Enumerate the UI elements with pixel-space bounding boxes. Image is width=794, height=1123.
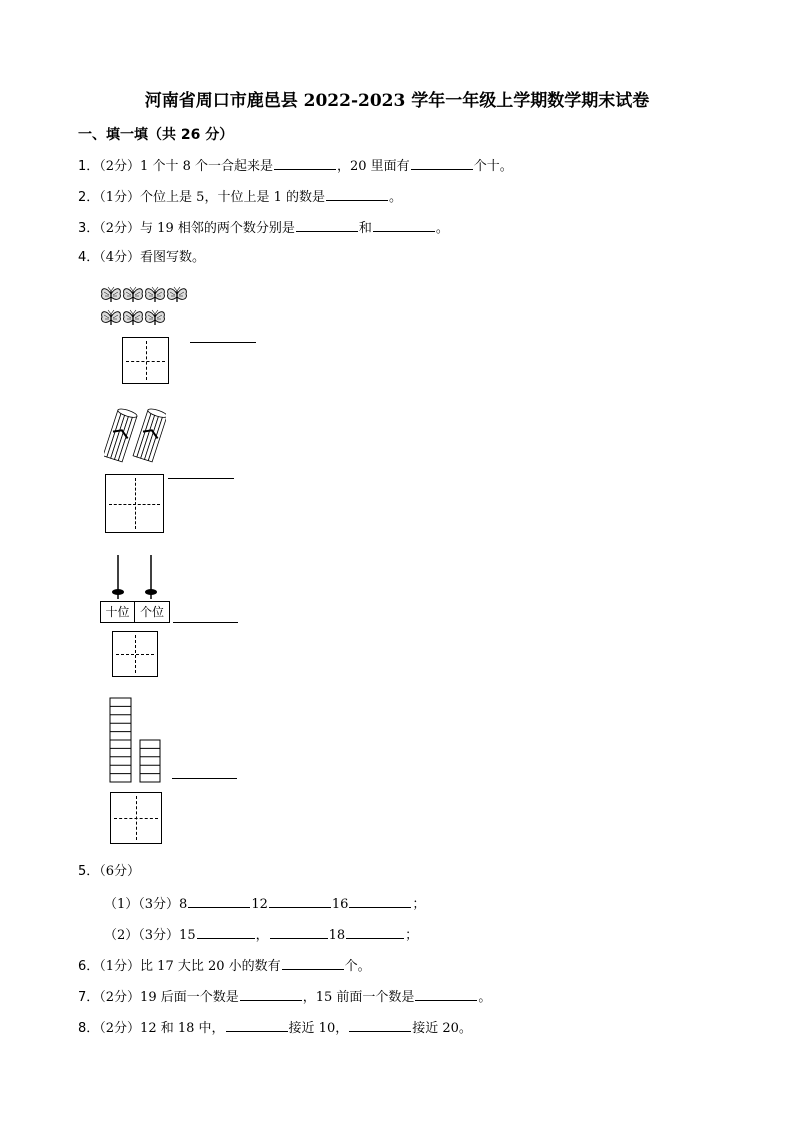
page-title: 河南省周口市鹿邑县 2022-2023 学年一年级上学期数学期末试卷 xyxy=(144,91,650,111)
answer-blank[interactable] xyxy=(226,1017,288,1032)
question-5-part-1: （1）（3分）8 12 16 ； xyxy=(104,893,425,915)
answer-blank[interactable] xyxy=(349,1017,411,1032)
stick-bundle-icon xyxy=(104,408,166,466)
question-5-part-2: （2）（3分）15 ， 18 ； xyxy=(104,924,418,946)
ones-place-label: 个位 xyxy=(134,601,170,623)
answer-blank[interactable] xyxy=(168,478,234,479)
question-6: 6．（1分）比 17 大比 20 小的数有 个。 xyxy=(78,955,371,977)
tens-place-label: 十位 xyxy=(100,601,135,623)
question-3: 3．（2分）与 19 相邻的两个数分别是 和 。 xyxy=(78,217,449,239)
answer-blank[interactable] xyxy=(269,893,331,908)
answer-blank[interactable] xyxy=(349,893,411,908)
abacus-icon xyxy=(108,553,160,601)
answer-blank[interactable] xyxy=(190,342,256,343)
writing-grid[interactable] xyxy=(110,792,162,844)
answer-blank[interactable] xyxy=(346,924,404,939)
answer-blank[interactable] xyxy=(270,924,328,939)
question-1: 1．（2分）1 个十 8 个一合起来是 ，20 里面有 个十。 xyxy=(78,155,513,177)
question-5: 5．（6分） xyxy=(78,864,141,879)
butterfly-icon xyxy=(100,284,192,332)
answer-blank[interactable] xyxy=(282,955,344,970)
answer-blank[interactable] xyxy=(415,986,477,1001)
question-4: 4．（4分）看图写数。 xyxy=(78,250,206,265)
cube-stack-icon xyxy=(108,697,164,783)
answer-blank[interactable] xyxy=(373,217,435,232)
answer-blank[interactable] xyxy=(172,778,237,779)
answer-blank[interactable] xyxy=(274,155,336,170)
answer-blank[interactable] xyxy=(197,924,255,939)
section-heading: 一、填一填（共 26 分） xyxy=(78,127,234,143)
answer-blank[interactable] xyxy=(188,893,250,908)
answer-blank[interactable] xyxy=(173,622,238,623)
writing-grid[interactable] xyxy=(105,474,164,533)
writing-grid[interactable] xyxy=(112,631,158,677)
question-8: 8．（2分）12 和 18 中， 接近 10， 接近 20。 xyxy=(78,1017,472,1039)
answer-blank[interactable] xyxy=(326,186,388,201)
question-2: 2．（1分）个位上是 5，十位上是 1 的数是 。 xyxy=(78,186,402,208)
answer-blank[interactable] xyxy=(296,217,358,232)
answer-blank[interactable] xyxy=(411,155,473,170)
answer-blank[interactable] xyxy=(240,986,302,1001)
question-7: 7．（2分）19 后面一个数是 ，15 前面一个数是 。 xyxy=(78,986,491,1008)
writing-grid[interactable] xyxy=(122,337,169,384)
